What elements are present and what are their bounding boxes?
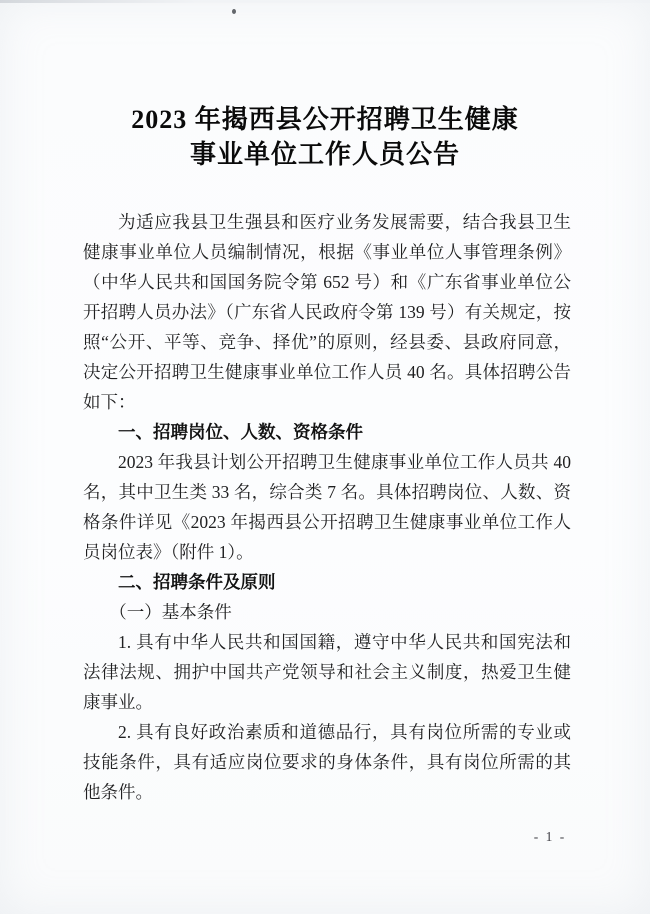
scan-edge-shadow [0,0,650,3]
document-body [83,207,571,807]
document-title [0,102,650,172]
document-title-line-1: 2023 年揭西县公开招聘卫生健康 [131,105,519,134]
intro-paragraph: 为适应我县卫生强县和医疗业务发展需要，结合我县卫生健康事业单位人员编制情况，根据《事业单位人事管理条例》（中华人民共和国国务院令第 652 号）和《广东省事业单位公开招聘人员办法》（广东省人民政府令第 139 号）有关规定，按照“公开、平等、竞争、择优”的原则，经县委、县政府同意，决定公开招聘卫生健康事业单位工作人员 40 名。具体招聘公告如下： [83,212,571,412]
section-1-paragraph: 2023 年我县计划公开招聘卫生健康事业单位工作人员共 40 名，其中卫生类 33 名，综合类 7 名。具体招聘岗位、人数、资格条件详见《2023 年揭西县公开招聘卫生健康事业单位工作人员岗位表》（附件 1）。 [83,452,571,562]
basic-condition-1-paragraph: 1. 具有中华人民共和国国籍，遵守中华人民共和国宪法和法律法规、拥护中国共产党领导和社会主义制度，热爱卫生健康事业。 [83,632,571,712]
scan-artifact-speck [232,9,236,14]
document-title-line-2: 事业单位工作人员公告 [189,140,460,169]
section-2-basic-conditions-subheading: （一）基本条件 [109,602,232,622]
section-1-heading: 一、招聘岗位、人数、资格条件 [118,422,363,442]
basic-condition-2-paragraph: 2. 具有良好政治素质和道德品行，具有岗位所需的专业或技能条件，具有适应岗位要求的身体条件，具有岗位所需的其他条件。 [83,722,571,802]
section-2-heading: 二、招聘条件及原则 [118,572,276,592]
page-number: - 1 - [533,829,567,844]
